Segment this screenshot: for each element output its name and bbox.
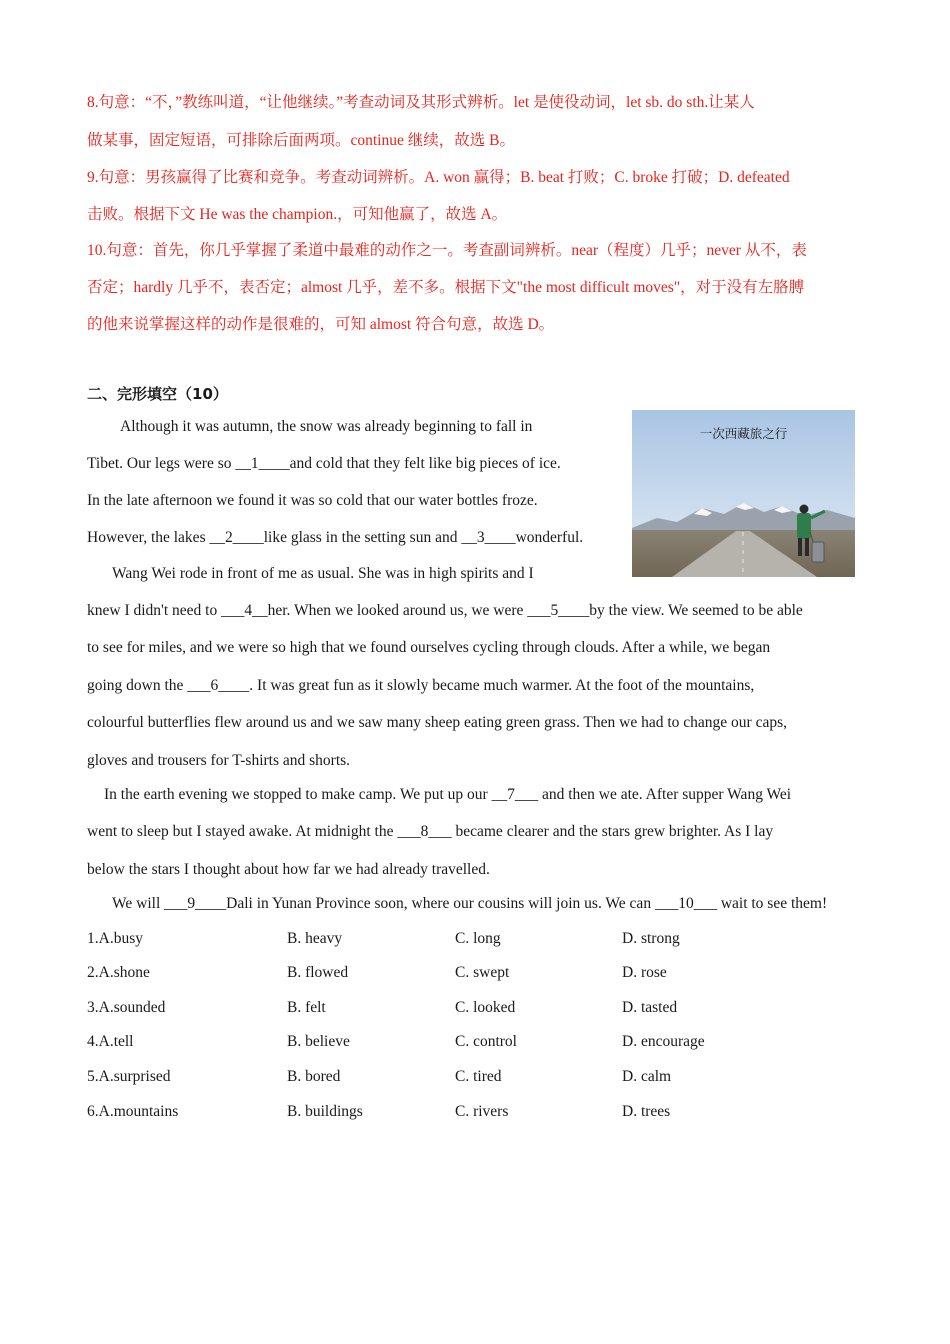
explanation-line-8b: 做某事，固定短语，可排除后面两项。continue 继续，故选 B。 — [87, 132, 515, 149]
passage-line-6: knew I didn't need to ___4__her. When we looked around us, we were ___5____by the view. We seemed to be able — [87, 602, 803, 619]
section-title: 二、完形填空（10） — [87, 385, 228, 403]
explanation-line-10a: 10.句意：首先，你几乎掌握了柔道中最难的动作之一。考查副词辨析。near（程度）几乎；never 从不，表 — [87, 242, 807, 259]
passage-line-4: However, the lakes __2____like glass in the setting sun and __3____wonderful. — [87, 529, 584, 546]
option-6c: C. rivers — [455, 1103, 509, 1120]
option-5b: B. bored — [287, 1068, 341, 1085]
passage-line-13: below the stars I thought about how far we had already travelled. — [87, 861, 490, 878]
passage-line-11: In the earth evening we stopped to make camp. We put up our __7___ and then we ate. After supper Wang Wei — [104, 786, 792, 803]
passage-line-5: Wang Wei rode in front of me as usual. She was in high spirits and I — [112, 565, 534, 582]
explanation-line-10c: 的他来说掌握这样的动作是很难的，可知 almost 符合句意，故选 D。 — [87, 316, 555, 333]
option-1c: C. long — [455, 930, 501, 947]
passage-line-8: going down the ___6____. It was great fun as it slowly became much warmer. At the foot of the mountains, — [87, 677, 755, 694]
option-5a: 5.A.surprised — [87, 1068, 171, 1085]
passage-line-9: colourful butterflies flew around us and we saw many sheep eating green grass. Then we had to change our caps, — [87, 714, 787, 731]
option-1a: 1.A.busy — [87, 930, 143, 947]
explanation-line-8a: 8.句意：“不，”教练叫道，“让他继续。”考查动词及其形式辨析。let 是使役动词，let sb. do sth.让某人 — [87, 94, 755, 111]
explanation-line-9a: 9.句意：男孩赢得了比赛和竞争。考查动词辨析。A. won 赢得；B. beat 打败；C. broke 打破；D. defeated — [87, 169, 790, 186]
photo-caption: 一次西藏旅之行 — [699, 426, 788, 441]
option-4c: C. control — [455, 1033, 517, 1050]
passage-line-14: We will ___9____Dali in Yunan Province soon, where our cousins will join us. We can ___10___ wait to see them! — [112, 895, 828, 912]
option-2b: B. flowed — [287, 964, 349, 981]
option-3c: C. looked — [455, 999, 516, 1016]
option-3b: B. felt — [287, 999, 326, 1016]
passage-line-7: to see for miles, and we were so high that we found ourselves cycling through clouds. After a while, we began — [87, 639, 771, 656]
passage-line-10: gloves and trousers for T-shirts and shorts. — [87, 752, 351, 769]
passage-line-2: Tibet. Our legs were so __1____and cold that they felt like big pieces of ice. — [87, 455, 561, 472]
passage-line-12: went to sleep but I stayed awake. At midnight the ___8___ became clearer and the stars grew brighter. As I lay — [87, 823, 774, 840]
option-5d: D. calm — [622, 1068, 672, 1085]
option-4b: B. believe — [287, 1033, 350, 1050]
passage-line-3: In the late afternoon we found it was so cold that our water bottles froze. — [87, 492, 538, 509]
option-6d: D. trees — [622, 1103, 671, 1120]
option-2c: C. swept — [455, 964, 510, 981]
option-3a: 3.A.sounded — [87, 999, 166, 1016]
option-2d: D. rose — [622, 964, 667, 981]
option-2a: 2.A.shone — [87, 964, 150, 981]
option-6b: B. buildings — [287, 1103, 363, 1120]
option-3d: D. tasted — [622, 999, 678, 1016]
explanation-line-10b: 否定；hardly 几乎不，表否定；almost 几乎，差不多。根据下文"the most difficult moves"，对于没有左胳膊 — [87, 279, 805, 296]
option-1d: D. strong — [622, 930, 680, 947]
tibet-photo — [632, 410, 855, 577]
option-1b: B. heavy — [287, 930, 343, 947]
option-4a: 4.A.tell — [87, 1033, 134, 1050]
passage-line-1: Although it was autumn, the snow was already beginning to fall in — [120, 418, 533, 435]
option-6a: 6.A.mountains — [87, 1103, 179, 1120]
option-5c: C. tired — [455, 1068, 502, 1085]
option-4d: D. encourage — [622, 1033, 705, 1050]
explanation-line-9b: 击败。根据下文 He was the champion.，可知他赢了，故选 A。 — [87, 206, 508, 223]
